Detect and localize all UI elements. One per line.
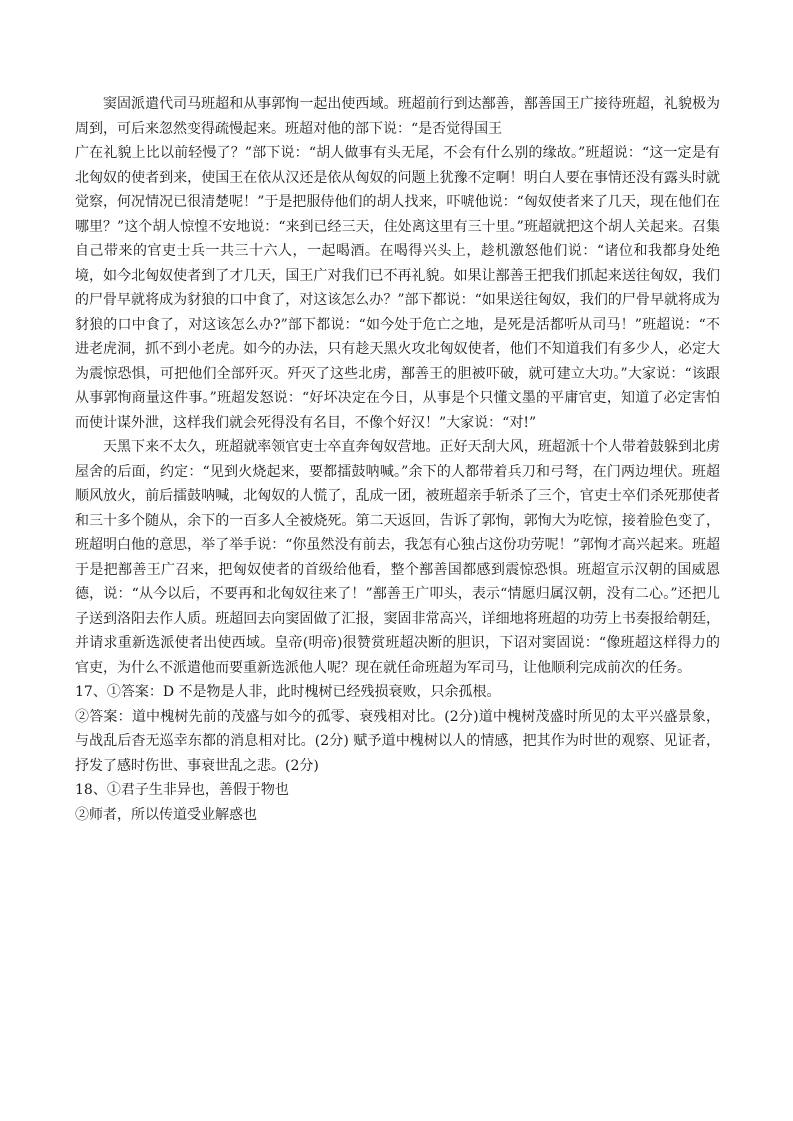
passage-paragraph-1-line1: 窦固派遣代司马班超和从事郭恂一起出使西域。班超前行到达鄯善，鄯善国王广接待班超，礼貌极为周到，可后来忽然变得疏慢起来。班超对他的部下说：“是否觉得国王 [75, 96, 720, 137]
answer-18-1: 18、①君子生非异也，善假于物也 [75, 782, 289, 798]
passage-paragraph-2: 天黑下来不太久，班超就率领官吏士卒直奔匈奴营地。正好天刮大风，班超派十个人带着鼓躲到北虏屋舍的后面，约定：“见到火烧起来，要都擂鼓呐喊。”余下的人都带着兵刀和弓弩，在门两边埋伏。班超顺风放火，前后擂鼓呐喊，北匈奴的人慌了，乱成一团，被班超亲手斩杀了三个，官吏士卒们杀死那使者和三十多个随从，余下的一百多人全被烧死。第二天返回，告诉了郭恂，郭恂大为吃惊，接着脸色变了，班超明白他的意思，举了举手说：“你虽然没有前去，我怎有心独占这份功劳呢！”郭恂才高兴起来。班超于是把鄯善王广召来，把匈奴使者的首级给他看，整个鄯善国都感到震惊恐惧。班超宣示汉朝的国威恩德，说：“从今以后，不要再和北匈奴往来了！”鄯善王广叩头，表示“情愿归属汉朝，没有二心。”还把儿子送到洛阳去作人质。班超回去向窦固做了汇报，窦固非常高兴，详细地将班超的功劳上书奏报给朝廷，并请求重新选派使者出使西域。皇帝(明帝)很赞赏班超决断的胆识，下诏对窦固说：“像班超这样得力的官吏，为什么不派遣他而要重新选派他人呢？现在就任命班超为军司马，让他顺利完成前次的任务。 [75, 439, 720, 676]
answer-17-1: 17、①答案：D 不是物是人非，此时槐树已经残损衰败，只余孤根。 [75, 684, 501, 700]
answer-18-2: ②师者，所以传道受业解惑也 [75, 806, 257, 823]
passage-paragraph-1-continued: 广在礼貌上比以前轻慢了？”部下说：“胡人做事有头无尾，不会有什么别的缘故。”班超说：“这一定是有北匈奴的使者到来，使国王在依从汉还是依从匈奴的问题上犹豫不定啊！明白人要在事情还没有露头时就觉察，何况情况已很清楚呢！”于是把服侍他们的胡人找来，吓唬他说：“匈奴使者来了几天，现在他们在哪里？”这个胡人惊惶不安地说：“来到已经三天，住处离这里有三十里。”班超就把这个胡人关起来。召集自己带来的官吏士兵一共三十六人，一起喝酒。在喝得兴头上，趁机激怒他们说：“诸位和我都身处绝境，如今北匈奴使者到了才几天，国王广对我们已不再礼貌。如果让鄯善王把我们抓起来送往匈奴，我们的尸骨早就将成为豺狼的口中食了，对这该怎么办？”部下都说：“如果送往匈奴，我们的尸骨早就将成为豺狼的口中食了，对这该怎么办?”部下都说：“如今处于危亡之地，是死是活都听从司马！”班超说：“不进老虎洞，抓不到小老虎。如今的办法，只有趁天黑火攻北匈奴使者，他们不知道我们有多少人，必定大为震惊恐惧，可把他们全部歼灭。歼灭了这些北虏，鄯善王的胆被吓破，就可建立大功。”大家说：“该跟从事郭恂商量这件事。”班超发怒说：“好坏决定在今日，从事是个只懂文墨的平庸官吏，知道了必定害怕而使计谋外泄，这样我们就会死得没有名目，不像个好汉！”大家说：“对!” [75, 145, 720, 431]
document-body [75, 92, 720, 827]
answer-17-2: ②答案：道中槐树先前的茂盛与如今的孤零、衰残相对比。(2分)道中槐树茂盛时所见的太平兴盛景象，与战乱后杳无巡幸东都的消息相对比。(2分) 赋予道中槐树以人的情感，把其作为时世的观察、见证者，抒发了感时伤世、事衰世乱之悲。(2分) [75, 708, 720, 774]
passage-paragraph-1 [75, 92, 720, 141]
